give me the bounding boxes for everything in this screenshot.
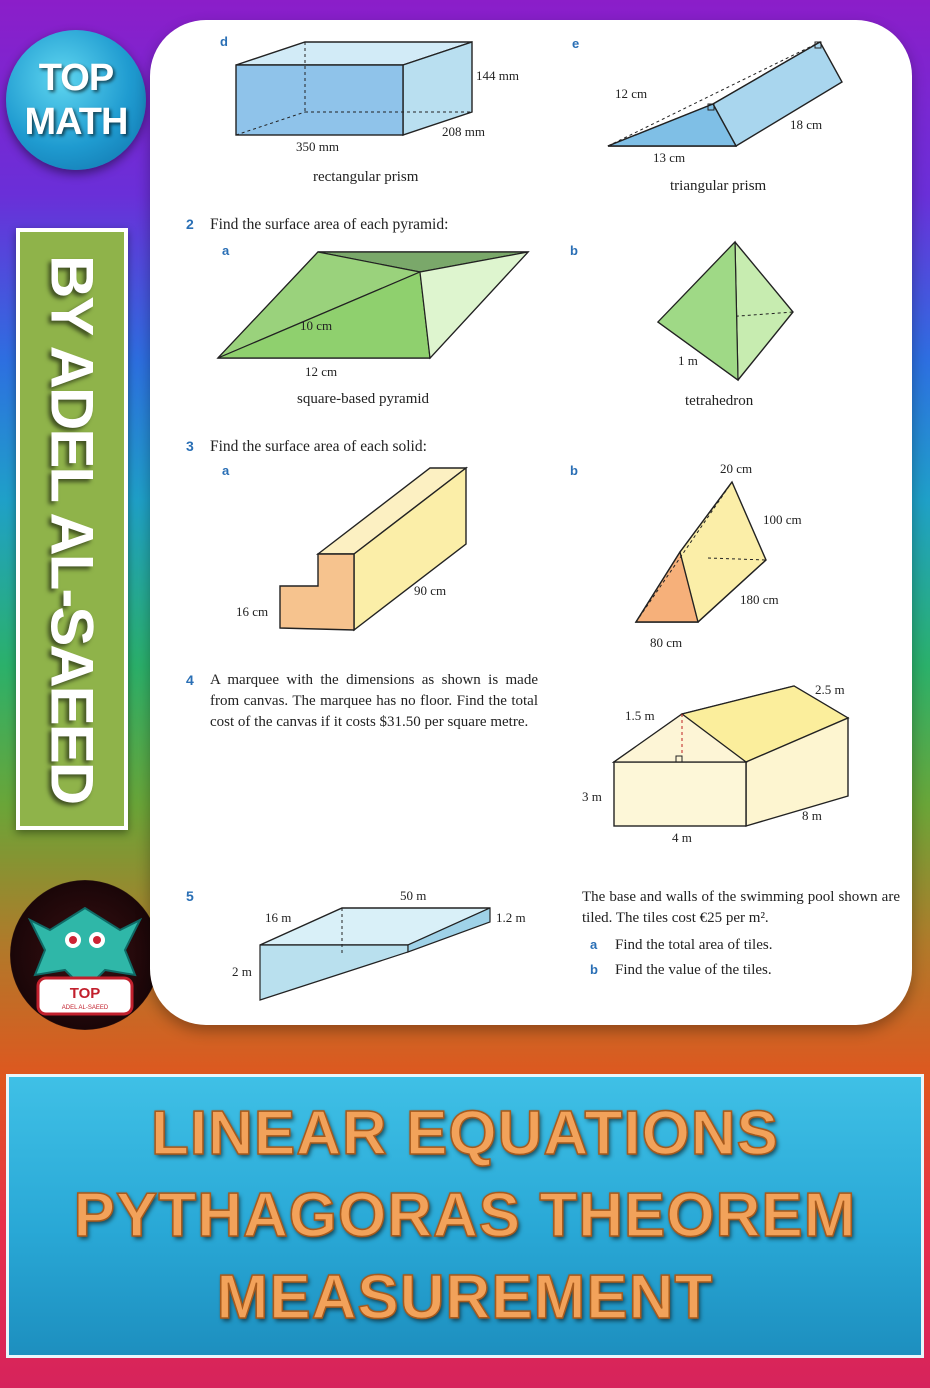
q4-text: A marquee with the dimensions as shown is made from canvas. The marquee has no floor. Find the total cost of the canvas if it costs $31.50 per square metre. bbox=[210, 672, 538, 730]
q4-dim-ridge: 2.5 m bbox=[815, 682, 845, 697]
q3b-dim-top: 20 cm bbox=[720, 461, 753, 476]
q2a-dim-slant: 10 cm bbox=[300, 318, 333, 333]
fig-d-dim-length: 350 mm bbox=[296, 139, 339, 154]
fig-d-caption: rectangular prism bbox=[313, 169, 419, 185]
worksheet-figures bbox=[150, 20, 912, 1025]
owl-logo-graphic bbox=[10, 880, 160, 1030]
topics-banner bbox=[6, 1074, 924, 1358]
fig-e-dim-base: 13 cm bbox=[653, 150, 686, 165]
figure-square-pyramid bbox=[218, 243, 528, 407]
q2-text: Find the surface area of each pyramid: bbox=[210, 216, 449, 233]
figure-stepped-solid bbox=[222, 463, 466, 630]
q5a-label: a bbox=[590, 937, 598, 952]
badge-line1: TOP bbox=[38, 57, 114, 99]
author-sidebar bbox=[16, 228, 128, 830]
q4-number: 4 bbox=[186, 672, 194, 688]
fig-d-label: d bbox=[220, 34, 228, 49]
q2a-label: a bbox=[222, 243, 230, 258]
fig-e-caption: triangular prism bbox=[670, 178, 767, 194]
q3b-dim-base: 80 cm bbox=[650, 635, 683, 650]
worksheet-page bbox=[150, 20, 912, 1025]
top-math-badge bbox=[6, 30, 146, 170]
q4-dim-width: 4 m bbox=[672, 830, 692, 845]
figure-tetrahedron bbox=[570, 242, 793, 409]
q2b-dim-edge: 1 m bbox=[678, 353, 698, 368]
q3b-dim-slant: 100 cm bbox=[763, 512, 802, 527]
q3a-dim-length: 90 cm bbox=[414, 583, 447, 598]
badge-line2: MATH bbox=[24, 101, 128, 143]
fig-e-dim-height: 12 cm bbox=[615, 86, 648, 101]
fig-d-dim-depth: 208 mm bbox=[442, 124, 485, 139]
author-name: BY ADEL AL-SAEED bbox=[38, 254, 106, 804]
banner-line1: LINEAR EQUATIONS bbox=[151, 1099, 779, 1168]
q3b-label: b bbox=[570, 463, 578, 478]
figure-triangular-prism bbox=[572, 36, 842, 194]
q4-dim-wall: 3 m bbox=[582, 789, 602, 804]
banner-line3: MEASUREMENT bbox=[216, 1263, 714, 1332]
q3a-label: a bbox=[222, 463, 230, 478]
q5-dim-length: 50 m bbox=[400, 888, 427, 903]
fig-e-dim-length: 18 cm bbox=[790, 117, 823, 132]
logo-subtitle: ADEL AL-SAEED bbox=[61, 1005, 109, 1011]
q3b-dim-length: 180 cm bbox=[740, 592, 779, 607]
q3-text: Find the surface area of each solid: bbox=[210, 438, 427, 455]
q3a-dim-step: 16 cm bbox=[236, 604, 269, 619]
q5-dim-shallow: 1.2 m bbox=[496, 910, 526, 925]
figure-rectangular-prism bbox=[220, 34, 519, 185]
q4-dim-length: 8 m bbox=[802, 808, 822, 823]
figure-swimming-pool bbox=[232, 888, 526, 1000]
q2b-caption: tetrahedron bbox=[685, 393, 754, 409]
q5a-text: Find the total area of tiles. bbox=[615, 937, 773, 953]
q5-text: The base and walls of the swimming pool shown are tiled. The tiles cost €25 per m². bbox=[582, 889, 900, 926]
q5b-label: b bbox=[590, 962, 598, 977]
owl-logo bbox=[10, 880, 160, 1030]
figure-marquee bbox=[582, 682, 848, 845]
q2b-label: b bbox=[570, 243, 578, 258]
q5-dim-width: 16 m bbox=[265, 910, 292, 925]
q5-dim-deep: 2 m bbox=[232, 964, 252, 979]
logo-title: TOP bbox=[69, 985, 101, 1002]
fig-e-label: e bbox=[572, 36, 580, 51]
q2-number: 2 bbox=[186, 216, 194, 232]
q2a-dim-base: 12 cm bbox=[305, 364, 338, 379]
q3-number: 3 bbox=[186, 438, 194, 454]
q4-dim-rise: 1.5 m bbox=[625, 708, 655, 723]
q5-number: 5 bbox=[186, 888, 194, 904]
fig-d-dim-height: 144 mm bbox=[476, 68, 519, 83]
figure-wedge-prism bbox=[570, 461, 802, 650]
q5b-text: Find the value of the tiles. bbox=[615, 962, 772, 978]
q2a-caption: square-based pyramid bbox=[297, 391, 430, 407]
banner-line2: PYTHAGORAS THEOREM bbox=[73, 1181, 857, 1250]
